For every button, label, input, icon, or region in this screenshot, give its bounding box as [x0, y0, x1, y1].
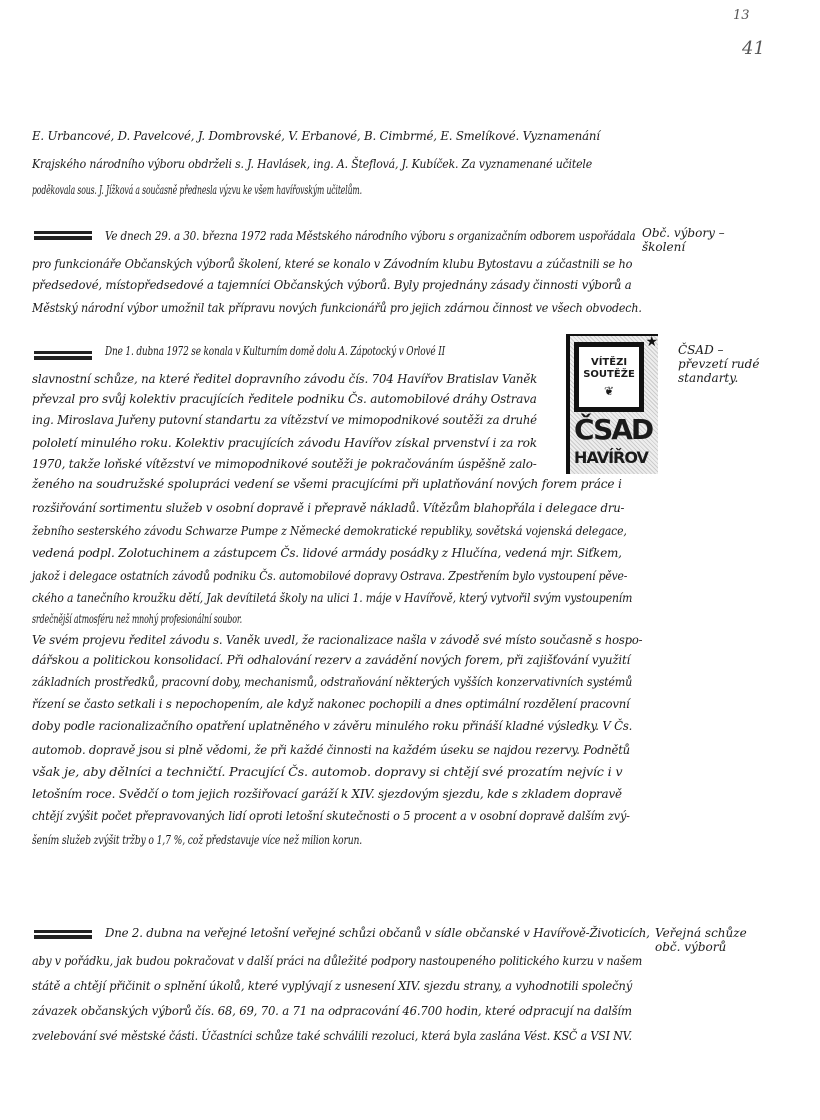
text-line: chtějí zvýšit počet přepravovaných lidí oproti letošní skutečnosti o 5 procent a v osobní dopravě dalším zvý- — [32, 808, 630, 823]
text-line: ženého na soudružské spolupráci vedení se všemi pracujícími při uplatňování nových forem práce i — [32, 476, 622, 491]
text-line: Krajského národního výboru obdrželi s. J. Havlásek, ing. A. Šteflová, J. Kubíček. Za vyznamenané učitele — [32, 156, 592, 171]
text-line: ing. Miroslava Juřeny putovní standartu za vítězství ve mimopodnikové soutěži za druhé — [32, 412, 537, 427]
text-line: jakož i delegace ostatních závodů podniku Čs. automobilové dopravy Ostrava. Zpestřením bylo vystoupení pěve- — [32, 568, 628, 583]
text-line: žebního sesterského závodu Schwarze Pumpe z Německé demokratické republiky, sovětská vojenská delegace, — [32, 523, 627, 538]
badge-box — [574, 342, 644, 412]
csad-badge-image — [566, 334, 658, 474]
text-line: E. Urbancové, D. Pavelcové, J. Dombrovské, V. Erbanové, B. Cimbrmé, E. Smelíkové. Vyznamenání — [32, 128, 600, 143]
text-line: automob. dopravě jsou si plně vědomi, že při každé činnosti na každém úseku se najdou rezervy. Podnětů — [32, 742, 630, 757]
text-line: Dne 1. dubna 1972 se konala v Kulturním domě dolu A. Zápotocký v Orlové II — [105, 343, 445, 358]
margin-note-csad: ČSAD – převzetí rudé standarty. — [678, 343, 760, 385]
text-line: však je, aby dělníci a techničtí. Pracující Čs. automob. dopravy si chtějí své prozatím nejvíc i v — [32, 764, 623, 779]
text-line: dářskou a politickou konsolidací. Při odhalování rezerv a zavádění nových forem, při zajišťování využití — [32, 652, 631, 667]
redaction-mark — [34, 930, 92, 939]
badge-city: HAVÍŘOV — [574, 448, 648, 467]
text-line: doby podle racionalizačního opatření uplatněného v závěru minulého roku přináší kladné výsledky. V Čs. — [32, 718, 633, 733]
text-line: vedená podpl. Zolotuchinem a zástupcem Čs. lidové armády posádky z Hlučína, vedená mjr. Siťkem, — [32, 545, 622, 560]
redaction-mark — [34, 231, 92, 240]
text-line: Ve dnech 29. a 30. března 1972 rada Městského národního výboru s organizačním odborem uspořádala — [105, 228, 636, 243]
text-line: šením služeb zvýšit tržby o 1,7 %, což představuje více než milion korun. — [32, 832, 363, 847]
text-line: předsedové, místopředsedové a tajemníci Občanských výborů. Byly projednány zásady činnosti výborů a — [32, 277, 632, 292]
text-line: rozšiřování sortimentu služeb v osobní dopravě i přepravě nákladů. Vítězům blahopřála i delegace dru- — [32, 500, 625, 515]
margin-note-school: Obč. výbory – školení — [642, 226, 725, 254]
page-number-handwritten: 41 — [742, 38, 765, 59]
badge-brand: ČSAD — [574, 413, 653, 446]
badge-top-text: VÍTĚZI SOUTĚŽE — [583, 357, 635, 380]
text-line: aby v pořádku, jak budou pokračovat v další práci na důležité podpory nastoupeného politického kurzu v našem — [32, 953, 643, 968]
text-line: převzal pro svůj kolektiv pracujících ředitele podniku Čs. automobilové dráhy Ostrava — [32, 391, 537, 406]
page-number-stamp: 13 — [733, 8, 750, 23]
text-line: pro funkcionáře Občanských výborů školení, které se konalo v Závodním klubu Bytostavu a zúčastnili se ho — [32, 256, 633, 271]
text-line: 1970, takže loňské vítězství ve mimopodnikové soutěži je pokračováním úspěšně zalo- — [32, 456, 537, 471]
text-line: státě a chtějí přičinit o splnění úkolů, které vyplývají z usnesení XIV. sjezdu strany, a vyhodnotili společný — [32, 978, 633, 993]
text-line: závazek občanských výborů čís. 68, 69, 70. a 71 na odpracování 46.700 hodin, které odpracují na dalším — [32, 1003, 632, 1018]
laurel-icon: ❦ — [603, 384, 615, 398]
text-line: Ve svém projevu ředitel závodu s. Vaněk uvedl, že racionalizace našla v závodě své místo současně s hospo- — [32, 632, 643, 647]
text-line: zvelebování své městské části. Účastníci schůze také schválili rezoluci, která byla zaslána Vést. KSČ a VSI NV. — [32, 1028, 632, 1043]
redaction-mark — [34, 351, 92, 360]
star-icon: ★ — [645, 334, 658, 350]
margin-note-meeting: Veřejná schůze obč. výborů — [655, 926, 747, 954]
text-line: letošním roce. Svědčí o tom jejich rozšiřovací garáží k XIV. sjezdovým sjezdu, kde s zkladem dopravě — [32, 786, 622, 801]
text-line: pololetí minulého roku. Kolektiv pracujících závodu Havířov získal prvenství i za rok — [32, 435, 537, 450]
text-line: Městský národní výbor umožnil tak přípravu nových funkcionářů pro jejich zdárnou činnost ve všech obvodech. — [32, 300, 642, 315]
text-line: ckého a tanečního kroužku dětí, Jak devítiletá školy na ulici 1. máje v Havířově, který vytvořil svým vystoupením — [32, 590, 633, 605]
text-line: základních prostředků, pracovní doby, mechanismů, odstraňování některých vyšších konzervativních systémů — [32, 674, 633, 689]
text-line: Dne 2. dubna na veřejné letošní veřejné schůzi občanů v sídle občanské v Havířově-Životicích, — [105, 925, 650, 940]
text-line: srdečnější atmosféru než mnohý profesionální soubor. — [32, 611, 242, 626]
text-line: slavnostní schůze, na které ředitel dopravního závodu čís. 704 Havířov Bratislav Vaněk — [32, 371, 538, 386]
text-line: řízení se často setkali i s nepochopením, ale když nakonec pochopili a dnes optimální rozdělení pracovní — [32, 696, 630, 711]
text-line: poděkovala sous. J. Jížková a současně přednesla výzvu ke všem havířovským učitelům. — [32, 182, 362, 197]
